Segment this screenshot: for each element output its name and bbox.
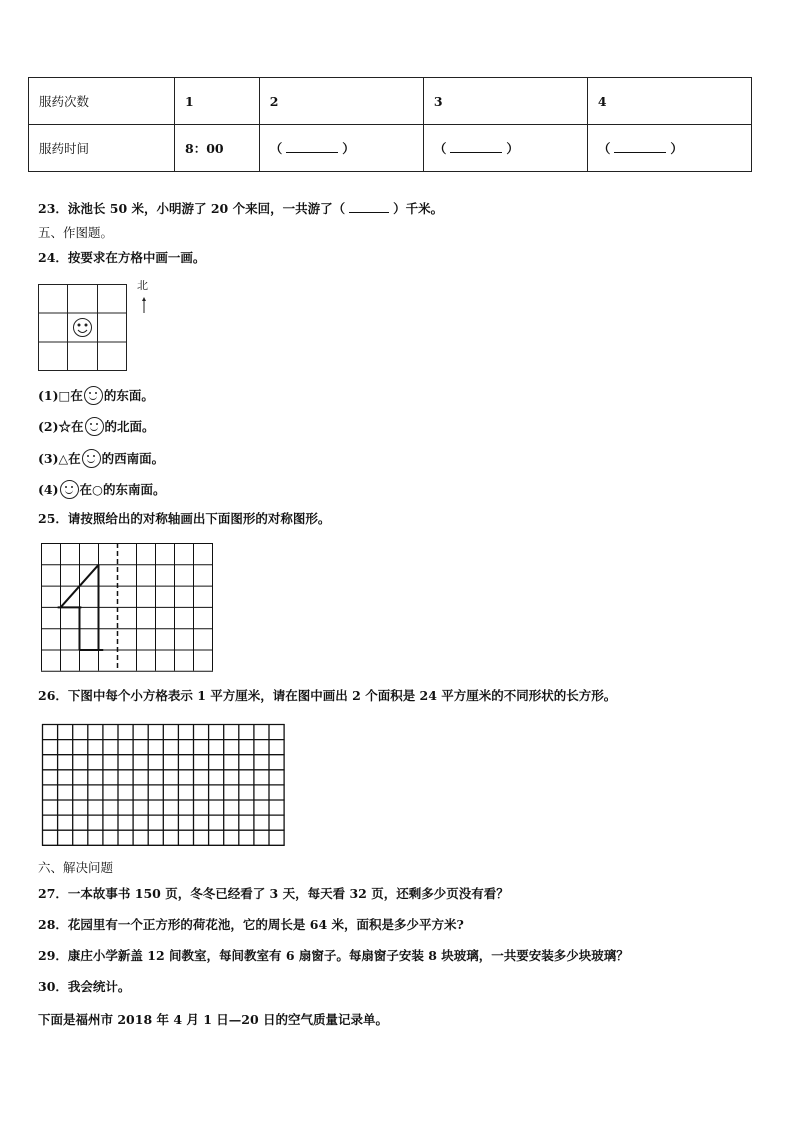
table-cell: 3 <box>423 78 587 125</box>
question-24-title: 24．按要求在方格中画一画。 <box>38 250 206 265</box>
table-cell: 2 <box>259 78 423 125</box>
item-text: 的西南面。 <box>101 451 165 466</box>
table-cell: 4 <box>587 78 751 125</box>
item-text: (1)□在 <box>38 388 83 403</box>
paren-open: （ <box>597 141 611 156</box>
answer-blank[interactable] <box>349 200 389 213</box>
north-arrow-icon <box>140 296 148 314</box>
question-24-item <box>38 480 165 499</box>
section-6-heading: 六、解决问题 <box>38 860 114 875</box>
item-text: 的北面。 <box>104 419 155 434</box>
answer-cell[interactable] <box>423 125 587 172</box>
smiley-face-icon <box>84 386 103 405</box>
item-text: (4) <box>38 482 59 497</box>
table-row <box>29 125 752 172</box>
question-30: 30．我会统计。 <box>38 979 131 994</box>
question-24-item <box>38 417 155 436</box>
question-30-intro: 下面是福州市 2018 年 4 月 1 日—20 日的空气质量记录单。 <box>38 1012 389 1027</box>
question-23 <box>38 200 443 217</box>
question-text: ）千米。 <box>393 201 444 216</box>
smiley-face-icon <box>85 417 104 436</box>
paren-open: （ <box>433 141 447 156</box>
item-text: (2)☆在 <box>38 419 84 434</box>
paren-open: （ <box>269 141 283 156</box>
medication-table <box>28 77 752 172</box>
answer-cell[interactable] <box>587 125 751 172</box>
area-grid[interactable] <box>42 724 285 847</box>
question-24-item <box>38 449 164 468</box>
item-text: 的东面。 <box>103 388 154 403</box>
paren-close: ） <box>342 141 355 156</box>
paren-close: ） <box>506 141 519 156</box>
direction-grid[interactable] <box>38 284 128 372</box>
answer-blank[interactable] <box>450 140 502 153</box>
question-27: 27．一本故事书 150 页，冬冬已经看了 3 天，每天看 32 页，还剩多少页没有看？ <box>38 886 509 901</box>
question-29: 29．康庄小学新盖 12 间教室，每间教室有 6 扇窗子。每扇窗子安装 8 块玻璃，一共要安装多少块玻璃？ <box>38 948 629 963</box>
item-text: 在○的东南面。 <box>79 482 166 497</box>
symmetry-grid[interactable] <box>41 543 213 673</box>
table-cell: 1 <box>175 78 260 125</box>
north-label: 北 <box>137 279 148 292</box>
paren-close: ） <box>670 141 683 156</box>
answer-blank[interactable] <box>286 140 338 153</box>
smiley-face-icon <box>82 449 101 468</box>
question-24-item <box>38 386 154 405</box>
smiley-face-icon <box>74 319 92 337</box>
item-text: (3)△在 <box>38 451 81 466</box>
question-text: 23．泳池长 50 米，小明游了 20 个来回，一共游了（ <box>38 201 346 216</box>
table-header-cell: 服药次数 <box>29 78 175 125</box>
answer-cell[interactable] <box>259 125 423 172</box>
table-row <box>29 78 752 125</box>
question-28: 28．花园里有一个正方形的荷花池，它的周长是 64 米，面积是多少平方米? <box>38 917 464 932</box>
question-26-title: 26．下图中每个小方格表示 1 平方厘米，请在图中画出 2 个面积是 24 平方厘米的不同形状的长方形。 <box>38 688 617 703</box>
question-25-title: 25．请按照给出的对称轴画出下面图形的对称图形。 <box>38 511 331 526</box>
section-5-heading: 五、作图题。 <box>38 225 114 240</box>
smiley-face-icon <box>60 480 79 499</box>
table-cell: 8：00 <box>175 125 260 172</box>
table-header-cell: 服药时间 <box>29 125 175 172</box>
answer-blank[interactable] <box>614 140 666 153</box>
